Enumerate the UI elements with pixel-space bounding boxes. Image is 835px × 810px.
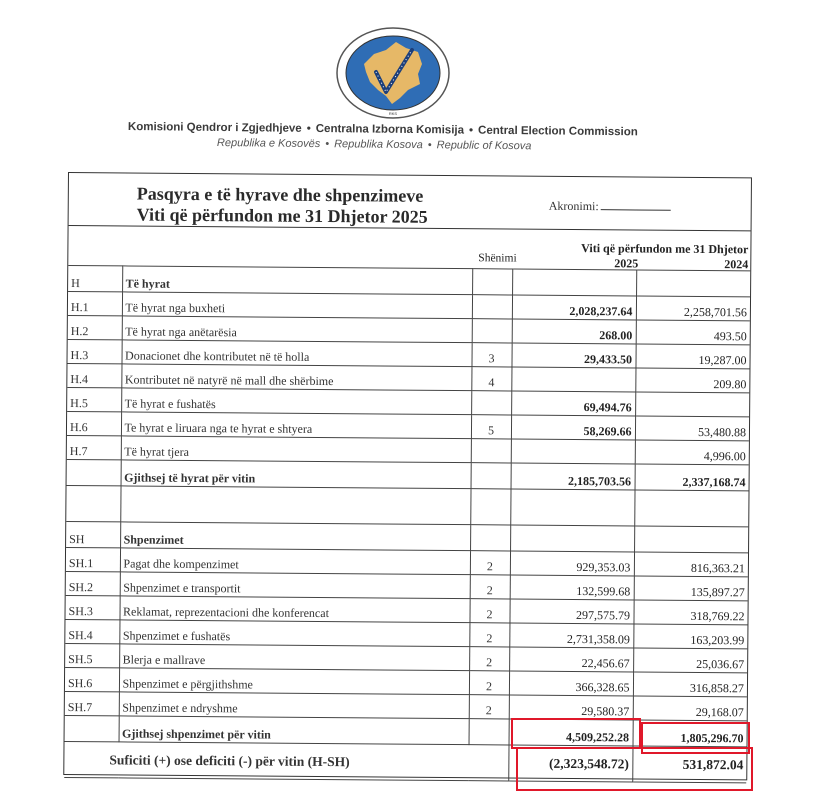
value-2024 (634, 526, 748, 553)
value-2024: 53,480.88 (635, 416, 749, 441)
statement-title-block (69, 173, 751, 231)
empty-cell (470, 489, 510, 525)
value-2024: 493.50 (636, 320, 750, 345)
separator: • (427, 139, 432, 152)
row-code: H.2 (68, 316, 122, 340)
value-2025: 69,494.76 (511, 391, 635, 416)
separator: • (325, 138, 330, 151)
row-code: H.3 (67, 340, 121, 364)
value-2025: 58,269.66 (511, 415, 635, 440)
republic-name-en: Republic of Kosova (436, 139, 532, 153)
highlight-result-row (516, 747, 753, 791)
row-code: H.4 (67, 364, 121, 388)
row-label: Kontributet në natyrë në mall dhe shërbime (121, 364, 471, 391)
row-note: 2 (469, 647, 509, 671)
row-code: H.1 (68, 292, 122, 316)
row-label: Të hyrat tjera (121, 436, 471, 463)
row-note (471, 439, 511, 463)
row-label: Shpenzimet e fushatës (119, 620, 469, 647)
value-2025: 2,731,358.09 (509, 623, 633, 648)
row-code (65, 715, 119, 741)
value-2024: 29,168.07 (633, 696, 747, 721)
republic-name-sr: Republika Kosova (334, 138, 423, 152)
note-header: Shënimi (478, 252, 517, 265)
value-2024: 163,203.99 (633, 624, 747, 649)
value-2025: 366,328.65 (509, 671, 633, 696)
row-note: 5 (471, 415, 511, 439)
column-headers (68, 225, 750, 270)
row-note: 2 (469, 671, 509, 695)
row-note (471, 463, 511, 489)
row-note (471, 391, 511, 415)
section-title: Shpenzimet (120, 522, 470, 551)
total-2024: 2,337,168.74 (635, 464, 749, 491)
value-2024: 135,897.27 (634, 576, 748, 601)
value-2025 (511, 367, 635, 392)
value-2024: 318,769.22 (633, 600, 747, 625)
empty-cell (66, 485, 120, 521)
value-2025 (510, 525, 634, 552)
note-cell (472, 269, 512, 295)
result-label: Suficiti (+) ose deficiti (-) për vitin (H-SH) (64, 741, 508, 780)
value-2025: 29,580.37 (509, 695, 633, 720)
statement-subtitle: Viti që përfundon me 31 Dhjetor 2025 (136, 204, 428, 227)
period-header: Viti që përfundon me 31 Dhjetor (581, 241, 749, 257)
row-code: SH.2 (66, 571, 120, 595)
row-note: 2 (469, 599, 509, 623)
statement-title: Pasqyra e të hyrave dhe shpenzimeve (136, 183, 424, 206)
row-code: SH.1 (66, 547, 120, 571)
value-2024: 816,363.21 (634, 552, 748, 577)
value-2024: 316,858.27 (633, 672, 747, 697)
value-2025: 297,575.79 (509, 599, 633, 624)
row-note: 2 (469, 623, 509, 647)
row-note: 2 (469, 695, 509, 719)
section-code: SH (66, 521, 120, 547)
spacer-row (66, 485, 748, 526)
row-label: Shpenzimet e transportit (120, 572, 470, 599)
result-2025: (2,323,548.72) (508, 745, 632, 782)
org-name-sr: Centralna Izborna Komisija (315, 122, 465, 137)
org-name-sq: Komisioni Qendror i Zgjedhjeve (127, 121, 302, 135)
row-note (472, 295, 512, 319)
highlight-total-expenses-2025 (511, 718, 641, 749)
row-label: Shpenzimet e përgjithshme (119, 668, 469, 695)
row-code (67, 459, 121, 485)
row-code: SH.5 (65, 643, 119, 667)
row-label: Të hyrat e fushatës (121, 388, 471, 415)
empty-cell (510, 489, 634, 526)
row-code: H.7 (67, 435, 121, 459)
row-note: 4 (471, 367, 511, 391)
row-code: SH.6 (65, 667, 119, 691)
acronym-label: Akronimi: (548, 198, 599, 214)
row-label: Blerja e mallrave (119, 644, 469, 671)
separator: • (306, 122, 311, 135)
value-2024: 4,996.00 (635, 440, 749, 465)
row-note: 2 (470, 551, 510, 575)
republic-name-sq: Republika e Kosovës (216, 137, 321, 151)
income-expense-statement (63, 172, 752, 780)
value-2025: 29,433.50 (511, 343, 635, 368)
row-note: 2 (470, 575, 510, 599)
statement-table (64, 265, 750, 783)
row-label: Të hyrat nga anëtarësia (122, 316, 472, 343)
year-2024-header: 2024 (724, 257, 749, 272)
org-name-en: Central Election Commission (477, 124, 638, 139)
republic-names (217, 137, 617, 153)
year-2025-header: 2025 (614, 256, 639, 271)
row-code: SH.3 (65, 595, 119, 619)
value-2024: 19,287.00 (635, 344, 749, 369)
value-2025: 2,028,237.64 (512, 295, 636, 320)
value-2025 (512, 269, 636, 296)
value-2025: 268.00 (512, 319, 636, 344)
value-2025: 132,599.68 (510, 575, 634, 600)
total-2025: 4,509,252.28 (509, 719, 633, 746)
value-2025: 22,456.67 (509, 647, 633, 672)
value-2024: 209.80 (635, 368, 749, 393)
row-label: Shpenzimet e ndryshme (119, 692, 469, 719)
row-note: 3 (471, 343, 511, 367)
acronym-field (549, 199, 671, 215)
organization-names (128, 121, 668, 139)
total-2025: 2,185,703.56 (511, 463, 635, 490)
separator: • (468, 124, 474, 137)
value-2024 (635, 392, 749, 417)
row-code: H.5 (67, 388, 121, 412)
value-2024: 25,036.67 (633, 648, 747, 673)
value-2025 (511, 439, 635, 464)
acronym-blank-line (601, 199, 671, 211)
total-label: Gjithsej shpenzimet për vitin (119, 716, 469, 745)
row-label: Donacionet dhe kontributet në të holla (121, 340, 471, 367)
value-2024 (636, 270, 750, 297)
value-2025: 929,353.03 (510, 551, 634, 576)
result-2024: 531,872.04 (632, 746, 746, 783)
section-title: Të hyrat (122, 266, 472, 295)
row-code: SH.7 (65, 691, 119, 715)
row-label: Pagat dhe kompenzimet (120, 548, 470, 575)
row-label: Reklamat, reprezentacioni dhe konferencat (119, 596, 469, 623)
total-label: Gjithsej të hyrat për vitin (121, 460, 471, 489)
logo-bottom-text: RKS (388, 111, 398, 116)
row-code: SH.4 (65, 619, 119, 643)
cec-logo (334, 26, 452, 120)
row-label: Të hyrat nga buxheti (122, 292, 472, 319)
row-note (469, 719, 509, 745)
total-2024: 1,805,296.70 (633, 720, 747, 747)
row-label: Te hyrat e liruara nga te hyrat e shtyera (121, 412, 471, 439)
value-2024: 2,258,701.56 (636, 296, 750, 321)
section-code: H (68, 266, 122, 292)
empty-cell (120, 486, 470, 525)
row-code: H.6 (67, 412, 121, 436)
note-cell (470, 525, 510, 551)
empty-cell (634, 490, 748, 527)
row-note (472, 319, 512, 343)
